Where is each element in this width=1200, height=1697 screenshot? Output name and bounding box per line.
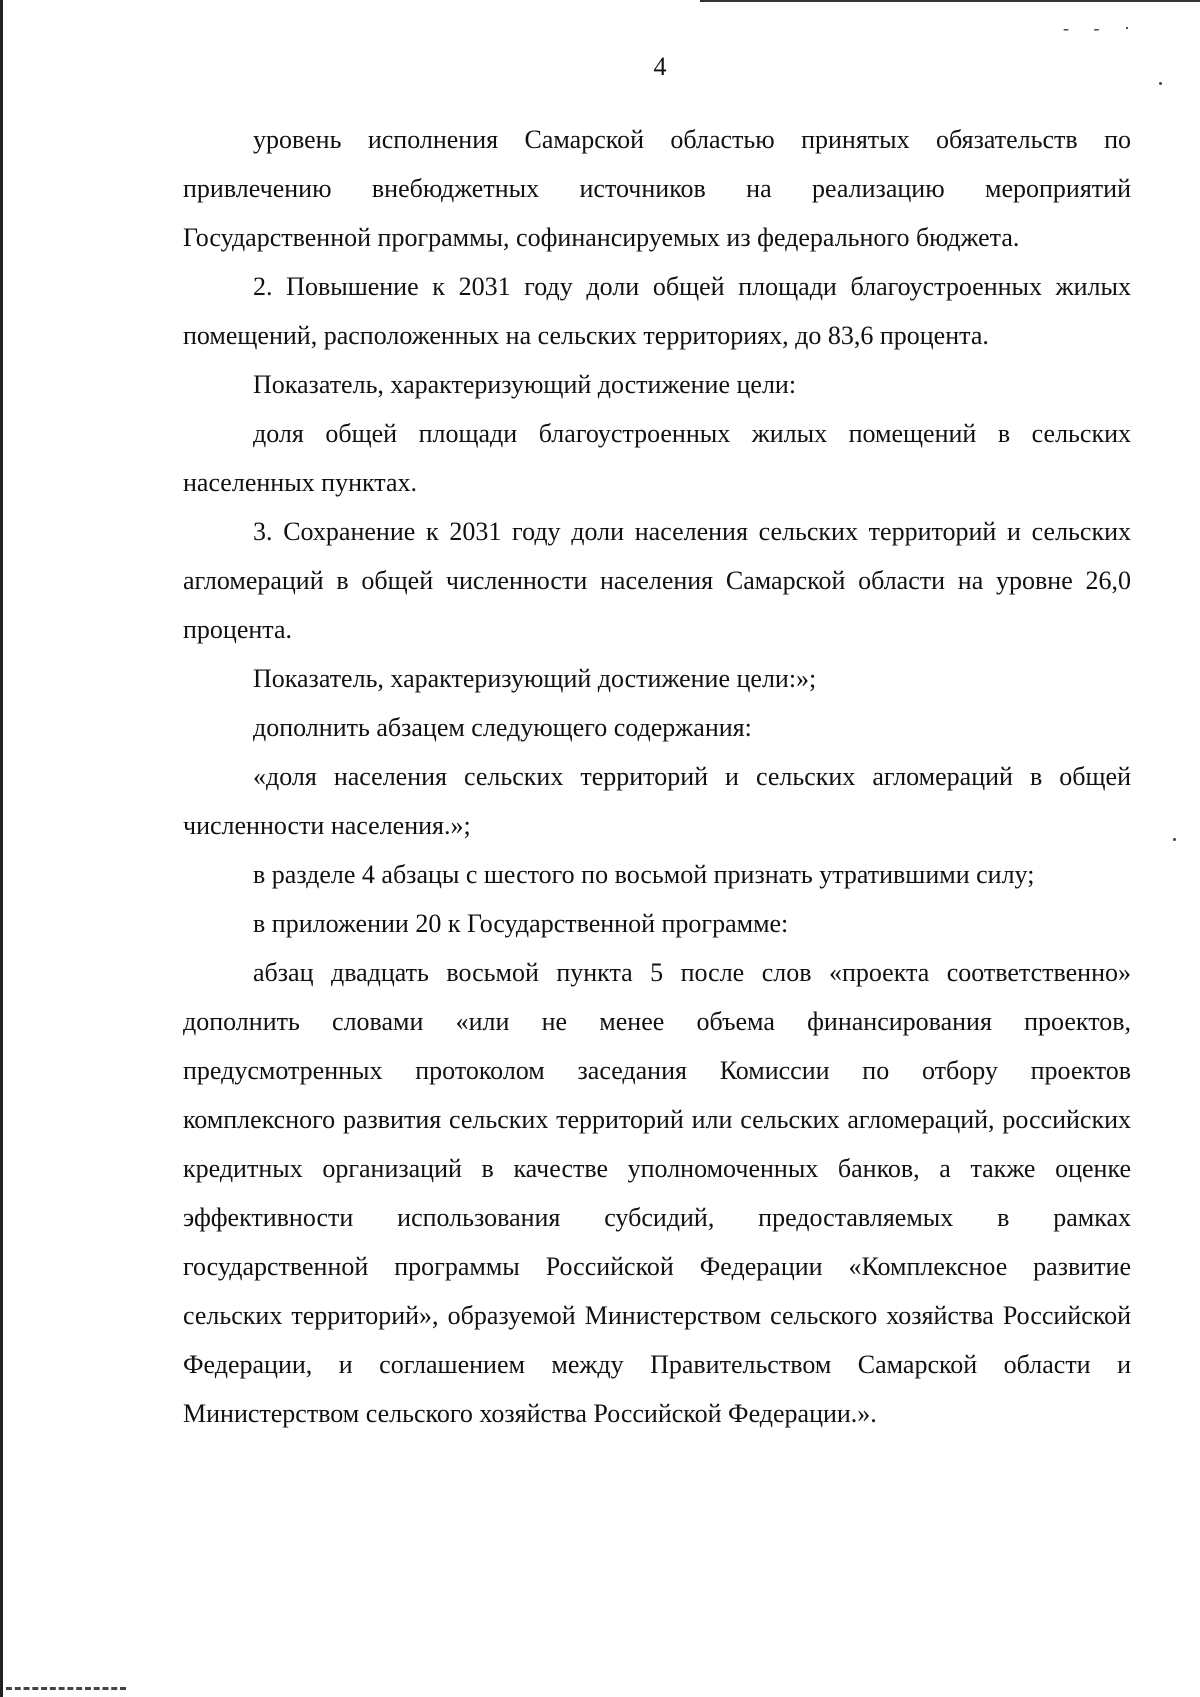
bottom-scan-marks: [6, 1687, 126, 1693]
scan-left-edge: [0, 0, 3, 1697]
stray-mark: [1173, 838, 1176, 841]
document-body: [183, 115, 1131, 1438]
paragraph: уровень исполнения Самарской областью принятых обязательств по привлечению внебюджетных источников на реализацию мероприятий Государственной программы, софинансируемых из федерального бюджета.: [183, 125, 1131, 252]
paragraph: 2. Повышение к 2031 году доли общей площади благоустроенных жилых помещений, расположенных на сельских территориях, до 83,6 процента.: [183, 272, 1131, 350]
paragraph: абзац двадцать восьмой пункта 5 после слов «проекта соответственно» дополнить словами «или не менее объема финансирования проектов, предусмотренных протоколом заседания Комиссии по отбору проектов комплексного развития сельских территорий или сельских агломераций, российских кредитных организаций в качестве уполномоченных банков, а также оценке эффективности использования субсидий, предоставляемых в рамках государственной программы Российской Федерации «Комплексное развитие сельских территорий», образуемой Министерством сельского хозяйства Российской Федерации, и соглашением между Правительством Самарской области и Министерством сельского хозяйства Российской Федерации.».: [183, 958, 1131, 1428]
page-number: 4: [653, 52, 667, 81]
paragraph: Показатель, характеризующий достижение цели:»;: [253, 664, 817, 693]
paragraph: доля общей площади благоустроенных жилых помещений в сельских населенных пунктах.: [183, 419, 1131, 497]
paragraph: 3. Сохранение к 2031 году доли населения сельских территорий и сельских агломераций в общей численности населения Самарской области на уровне 26,0 процента.: [183, 517, 1131, 644]
paragraph: Показатель, характеризующий достижение цели:: [253, 370, 797, 399]
paragraph: дополнить абзацем следующего содержания:: [253, 713, 752, 742]
paragraph: в разделе 4 абзацы с шестого по восьмой признать утратившими силу;: [253, 860, 1035, 889]
corner-marks: - - ·: [1063, 18, 1140, 38]
scan-top-edge: [700, 0, 1200, 2]
stray-mark: [1159, 82, 1162, 85]
paragraph: «доля населения сельских территорий и сельских агломераций в общей численности населения.»;: [183, 762, 1131, 840]
paragraph: в приложении 20 к Государственной программе:: [253, 909, 789, 938]
